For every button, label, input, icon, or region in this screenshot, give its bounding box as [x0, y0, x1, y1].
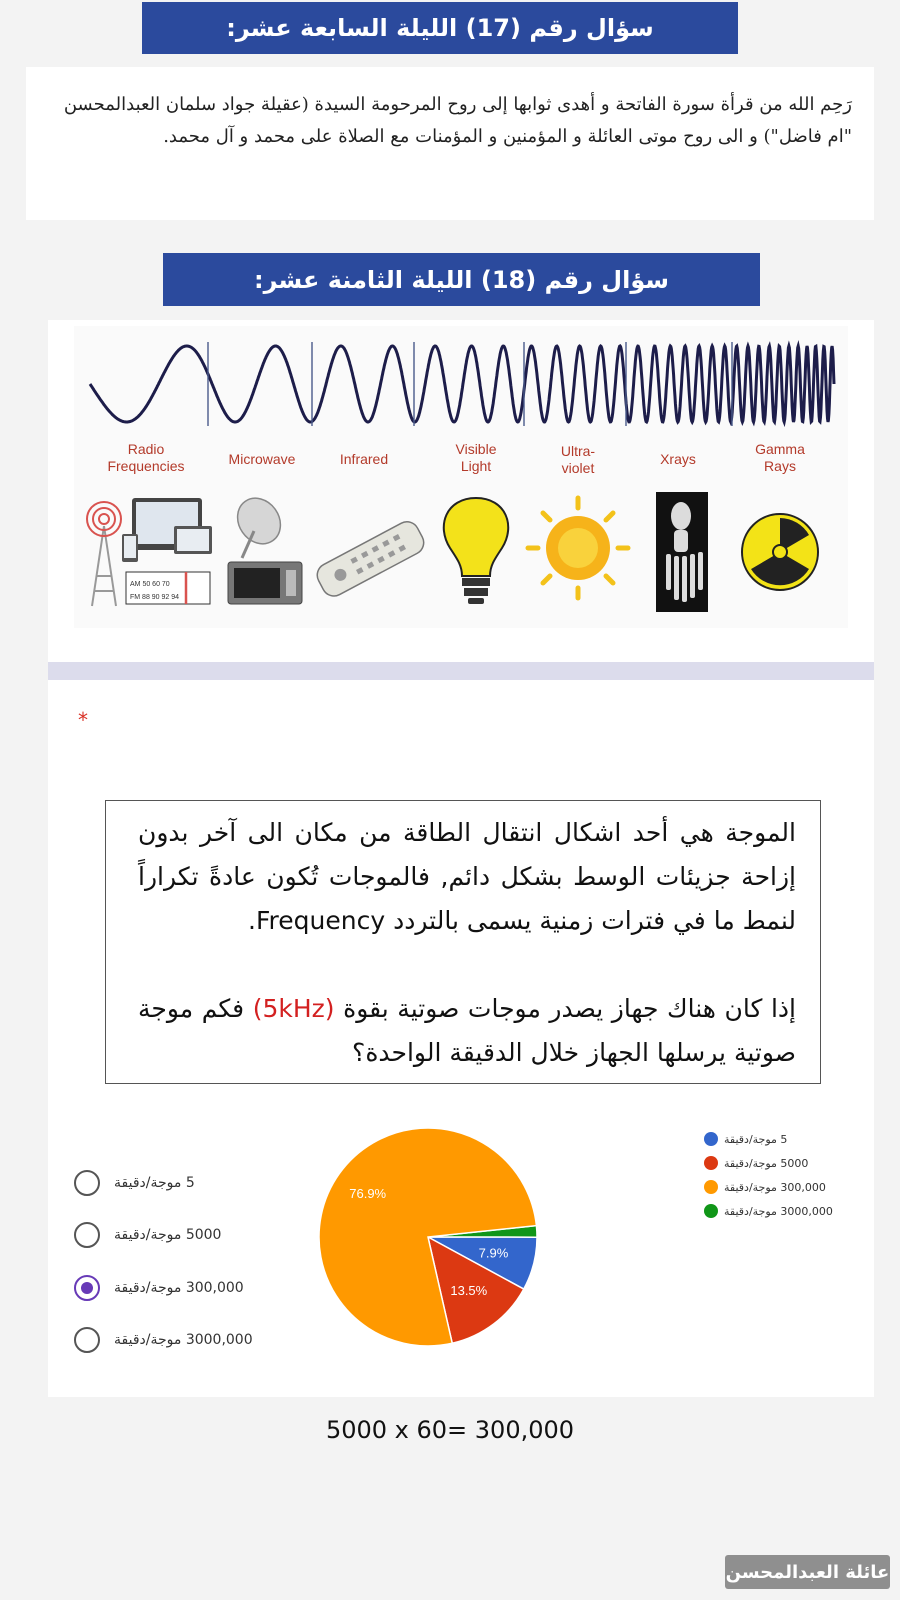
label-infrared: Infrared — [339, 451, 389, 467]
label-uv-1: Ultra- — [560, 443, 596, 459]
electromagnetic-spectrum-image — [74, 326, 848, 628]
legend-dot-3 — [704, 1180, 718, 1194]
card-top-bar — [48, 662, 874, 680]
radio-tower-icon — [87, 498, 212, 606]
fm-dial: FM 88 90 92 94 — [130, 594, 180, 601]
legend-label-1: 5 موجة/دقيقة — [724, 1132, 788, 1146]
question-17-banner: سؤال رقم (17) الليلة السابعة عشر: — [142, 2, 738, 54]
option-2[interactable] — [74, 1220, 221, 1250]
question-text-after: فكم موجة صوتية يرسلها الجهاز خلال الدقيقة الواحدة؟ — [138, 994, 796, 1067]
calculation-text: 5000 x 60= 300,000 — [325, 1416, 575, 1444]
pie-label-3: 76.9% — [349, 1185, 387, 1201]
legend-item-4 — [704, 1204, 833, 1218]
spectrum-card — [48, 320, 874, 662]
legend-label-4: 3000,000 موجة/دقيقة — [724, 1204, 833, 1218]
label-uv-2: violet — [561, 460, 595, 476]
label-xrays: Xrays — [660, 451, 696, 467]
pie-label-2: 13.5% — [450, 1282, 488, 1298]
sun-icon — [528, 498, 628, 598]
option-2-label: 5000 موجة/دقيقة — [114, 1227, 222, 1243]
wave-curve — [90, 346, 834, 422]
xray-foot-icon — [656, 492, 708, 612]
dedication-text: رَحِم الله من قرأة سورة الفاتحة و أهدى ثوابها إلى روح المرحومة السيدة (عقيلة جواد سلمان العبدالمحسن "ام فاضل") و الى روح موتى العائلة و المؤمنين و المؤمنات مع الصلاة على محمد و آل محمد. — [63, 94, 852, 147]
legend-label-2: 5000 موجة/دقيقة — [724, 1156, 809, 1170]
response-pie-chart — [318, 1117, 598, 1357]
label-gamma-2: Rays — [764, 458, 796, 474]
am-dial: AM 50 60 70 — [130, 581, 170, 588]
light-bulb-icon — [444, 498, 508, 604]
remote-control-icon — [313, 518, 428, 601]
option-3-label: 300,000 موجة/دقيقة — [114, 1280, 244, 1296]
legend-dot-2 — [704, 1156, 718, 1170]
question-card — [48, 662, 874, 1397]
dedication-card — [26, 67, 874, 220]
label-visible-2: Light — [460, 458, 492, 474]
legend-dot-4 — [704, 1204, 718, 1218]
question-18-banner: سؤال رقم (18) الليلة الثامنة عشر: — [163, 253, 760, 306]
question-paragraph-1: الموجة هي أحد اشكال انتقال الطاقة من مكان الى آخر بدون إزاحة جزيئات الوسط بشكل دائم, فالموجات تُكون عادةً تكراراً لنمط ما في فترات زمنية يسمى بالتردد Frequency. — [138, 818, 796, 935]
option-1[interactable] — [74, 1168, 195, 1198]
required-asterisk: * — [78, 708, 88, 732]
satellite-dish-icon — [229, 490, 289, 558]
option-1-label: 5 موجة/دقيقة — [114, 1175, 195, 1191]
legend-item-3 — [704, 1180, 826, 1194]
microwave-oven-icon — [228, 562, 302, 604]
option-4-label: 3000,000 موجة/دقيقة — [114, 1332, 253, 1348]
label-radio-2: Frequencies — [107, 458, 185, 474]
option-3[interactable] — [74, 1273, 244, 1303]
legend-label-3: 300,000 موجة/دقيقة — [724, 1180, 826, 1194]
radiation-icon — [742, 514, 818, 590]
pie-label-1: 7.9% — [478, 1245, 509, 1261]
legend-dot-1 — [704, 1132, 718, 1146]
legend-item-1 — [704, 1132, 787, 1146]
option-4[interactable] — [74, 1325, 253, 1355]
label-visible-1: Visible — [455, 441, 497, 457]
radio-option-4[interactable] — [74, 1327, 100, 1353]
legend-item-2 — [704, 1156, 808, 1170]
family-watermark: عائلة العبدالمحسن — [725, 1555, 890, 1589]
label-microwave: Microwave — [228, 451, 296, 467]
question-text-before: إذا كان هناك جهاز يصدر موجات صوتية بقوة — [343, 994, 797, 1023]
label-gamma-1: Gamma — [755, 441, 805, 457]
label-radio-1: Radio — [127, 441, 165, 457]
radio-option-2[interactable] — [74, 1222, 100, 1248]
question-paragraph-2 — [138, 987, 796, 1075]
frequency-highlight: (5kHz) — [252, 994, 335, 1023]
radio-option-1[interactable] — [74, 1170, 100, 1196]
radio-option-3[interactable] — [74, 1275, 100, 1301]
question-box — [105, 800, 821, 1084]
